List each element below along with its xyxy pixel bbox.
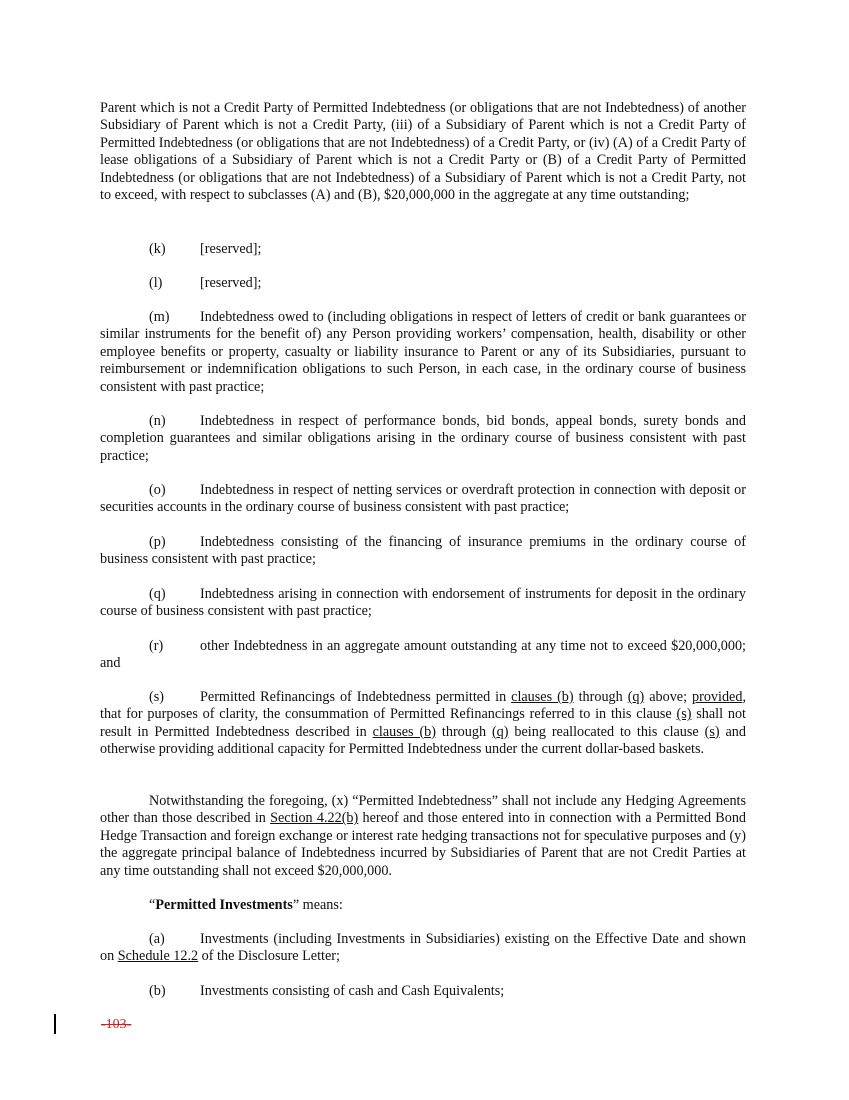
clause-reference: clauses (b) xyxy=(372,723,437,740)
clause-reference: clauses (b) xyxy=(511,689,574,705)
clause-text: [reserved]; xyxy=(200,275,262,291)
clause-m xyxy=(100,309,746,396)
clause-label: (m) xyxy=(149,309,170,325)
clause-text: Indebtedness consisting of the financing of insurance premiums in the ordinary course of business consistent with past practice; xyxy=(100,534,746,568)
clause-label: (l) xyxy=(149,275,163,291)
clause-text: Investments consisting of cash and Cash Equivalents; xyxy=(200,983,505,999)
clause-label: (q) xyxy=(149,586,166,602)
clause-reference: (q) xyxy=(627,689,645,705)
clause-label: (p) xyxy=(149,534,166,550)
clause-l xyxy=(100,275,746,292)
notwithstanding-paragraph: Notwithstanding the foregoing, (x) “Permitted Indebtedness” shall not include any Hedging Agreements other than those described in Section 4.22(b) hereof and those entered into in connection with a Permitted Bond Hedge Transaction and foreign exchange or interest rate hedging transactions not for speculative purposes and (y) the aggregate principal balance of Indebtedness incurred by Subsidiaries of Parent that are not Credit Parties at any time outstanding shall not exceed $20,000,000. xyxy=(100,793,747,879)
clause-s: (s) Permitted Refinancings of Indebtedness permitted in clauses (b) through (q) above; provided, that for purposes of clarity, the consummation of Permitted Refinancings referred to in this clause (s) shall not result in Permitted Indebtedness described in clauses (b) through (q) being reallocated to this clause (s) and otherwise providing additional capacity for Permitted Indebtedness under the current dollar-based baskets. xyxy=(100,689,746,758)
provided-term: provided xyxy=(692,689,743,705)
clause-n xyxy=(100,413,746,465)
clause-o xyxy=(100,482,746,517)
clause-label: (b) xyxy=(149,983,166,999)
clause-text: Indebtedness in respect of performance bonds, bid bonds, appeal bonds, surety bonds and completion guarantees and similar obligations arising in the ordinary course of business consistent with past practice; xyxy=(100,413,746,464)
clause-label: (a) xyxy=(149,931,165,947)
defined-term: Permitted Investments xyxy=(155,897,293,913)
investment-clause-b xyxy=(100,983,746,1000)
clause-text: Indebtedness arising in connection with endorsement of instruments for deposit in the ordinary course of business consistent with past practice; xyxy=(100,586,746,620)
clause-reference: (q) xyxy=(491,723,509,740)
clause-label: (s) xyxy=(149,689,164,705)
clause-label: (o) xyxy=(149,482,166,498)
clause-p xyxy=(100,534,746,569)
schedule-reference: Schedule 12.2 xyxy=(117,948,199,965)
clause-label: (r) xyxy=(149,638,164,654)
clause-reference: (s) xyxy=(676,706,692,723)
section-reference: Section 4.22(b) xyxy=(270,810,359,827)
page-number: -103- xyxy=(101,1017,132,1032)
revision-change-bar xyxy=(54,1014,56,1034)
clause-text: Indebtedness owed to (including obligations in respect of letters of credit or bank guarantees or similar instruments for the benefit of) any Person providing workers’ compensation, health, disability or other employee benefits or property, casualty or liability insurance to Parent or any of its Subsidiaries, pursuant to reimbursement or indemnification obligations to such Person, in each case, in the ordinary course of business consistent with past practice; xyxy=(100,309,746,395)
continuation-paragraph: Parent which is not a Credit Party of Permitted Indebtedness (or obligations that are not Indebtedness) of another Subsidiary of Parent which is not a Credit Party, (iii) of a Subsidiary of Parent which is not a Credit Party of Permitted Indebtedness (or obligations that are not Indebtedness) of a Credit Party, or (iv) (A) of a Credit Party of lease obligations of a Subsidiary of Parent which is not a Credit Party or (B) of a Credit Party of Permitted Indebtedness (or obligations that are not Indebtedness) of a Subsidiary of Parent which is not a Credit Party, not to exceed, with respect to subclasses (A) and (B), $20,000,000 in the aggregate at any time outstanding; xyxy=(100,100,746,204)
clause-text: Indebtedness in respect of netting services or overdraft protection in connection with deposit or securities accounts in the ordinary course of business consistent with past practice; xyxy=(100,482,746,516)
clause-r xyxy=(100,638,746,673)
clause-reference: (s) xyxy=(704,723,720,740)
clause-q xyxy=(100,586,746,621)
clause-text: [reserved]; xyxy=(200,241,262,257)
clause-label: (n) xyxy=(149,413,166,429)
clause-text: other Indebtedness in an aggregate amount outstanding at any time not to exceed $20,000,000; and xyxy=(100,638,746,672)
investment-clause-a: (a) Investments (including Investments in Subsidiaries) existing on the Effective Date and shown on Schedule 12.2 of the Disclosure Letter; xyxy=(100,931,746,965)
clause-k xyxy=(100,241,746,258)
clause-label: (k) xyxy=(149,241,166,257)
definition-heading: “Permitted Investments” means: xyxy=(149,897,343,913)
